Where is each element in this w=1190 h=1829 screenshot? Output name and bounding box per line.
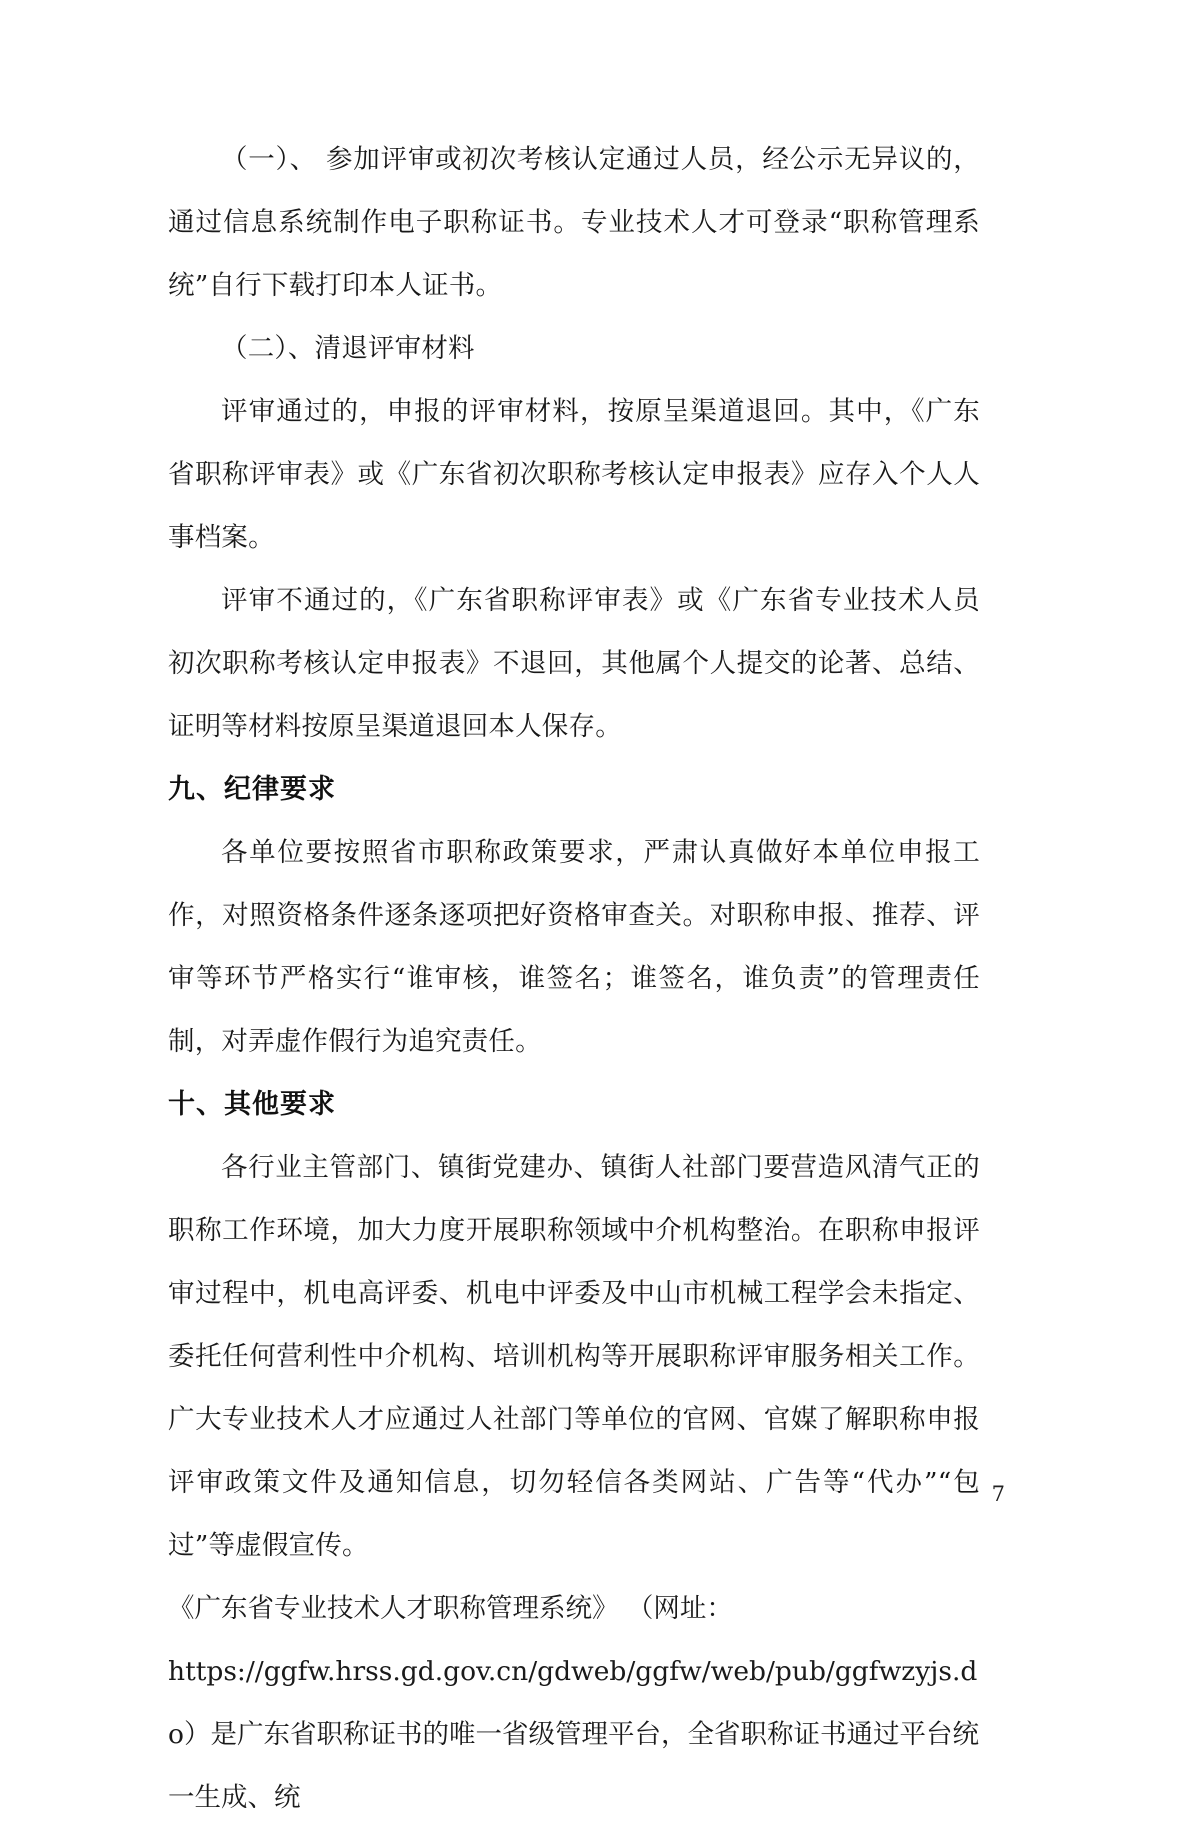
section-heading-ten: 十、其他要求 — [168, 1089, 336, 1120]
section-heading-nine: 九、纪律要求 — [168, 774, 336, 805]
paragraph-review-passed: 评审通过的，申报的评审材料，按原呈渠道退回。其中，《广东省职称评审表》或《广东省初次职称考核认定申报表》应存入个人人事档案。 — [168, 396, 980, 553]
page-number: 7 — [991, 1482, 1005, 1506]
paragraph-item-one: （一）、 参加评审或初次考核认定通过人员，经公示无异议的，通过信息系统制作电子职称证书。专业技术人才可登录“职称管理系统”自行下载打印本人证书。 — [168, 144, 980, 301]
page-content — [168, 128, 980, 1829]
paragraph-item-two: （二）、清退评审材料 — [221, 333, 475, 364]
platform-description-tail: ）是广东省职称证书的唯一省级管理平台，全省职称证书通过平台统一生成、统 — [168, 1719, 979, 1813]
paragraph-section-ten-body: 各行业主管部门、镇街党建办、镇街人社部门要营造风清气正的职称工作环境，加大力度开展职称领域中介机构整治。在职称申报评审过程中，机电高评委、机电中评委及中山市机械工程学会未指定、委托任何营利性中介机构、培训机构等开展职称评审服务相关工作。广大专业技术人才应通过人社部门等单位的官网、官媒了解职称申报评审政策文件及通知信息，切勿轻信各类网站、广告等“代办”“包过”等虚假宣传。 — [168, 1152, 980, 1561]
paragraph-section-nine-body: 各单位要按照省市职称政策要求，严肃认真做好本单位申报工作，对照资格条件逐条逐项把好资格审查关。对职称申报、推荐、评审等环节严格实行“谁审核，谁签名；谁签名，谁负责”的管理责任制，对弄虚作假行为追究责任。 — [168, 837, 980, 1057]
platform-url-text: https://ggfw.hrss.gd.gov.cn/gdweb/ggfw/web/pub/ggfwzyjs.do — [168, 1656, 978, 1750]
paragraph-platform-reference — [168, 1577, 980, 1829]
paragraph-review-failed: 评审不通过的，《广东省职称评审表》或《广东省专业技术人员初次职称考核认定申报表》不退回，其他属个人提交的论著、总结、证明等材料按原呈渠道退回本人保存。 — [168, 585, 980, 742]
platform-system-name: 《广东省专业技术人才职称管理系统》 （网址： — [168, 1593, 733, 1624]
